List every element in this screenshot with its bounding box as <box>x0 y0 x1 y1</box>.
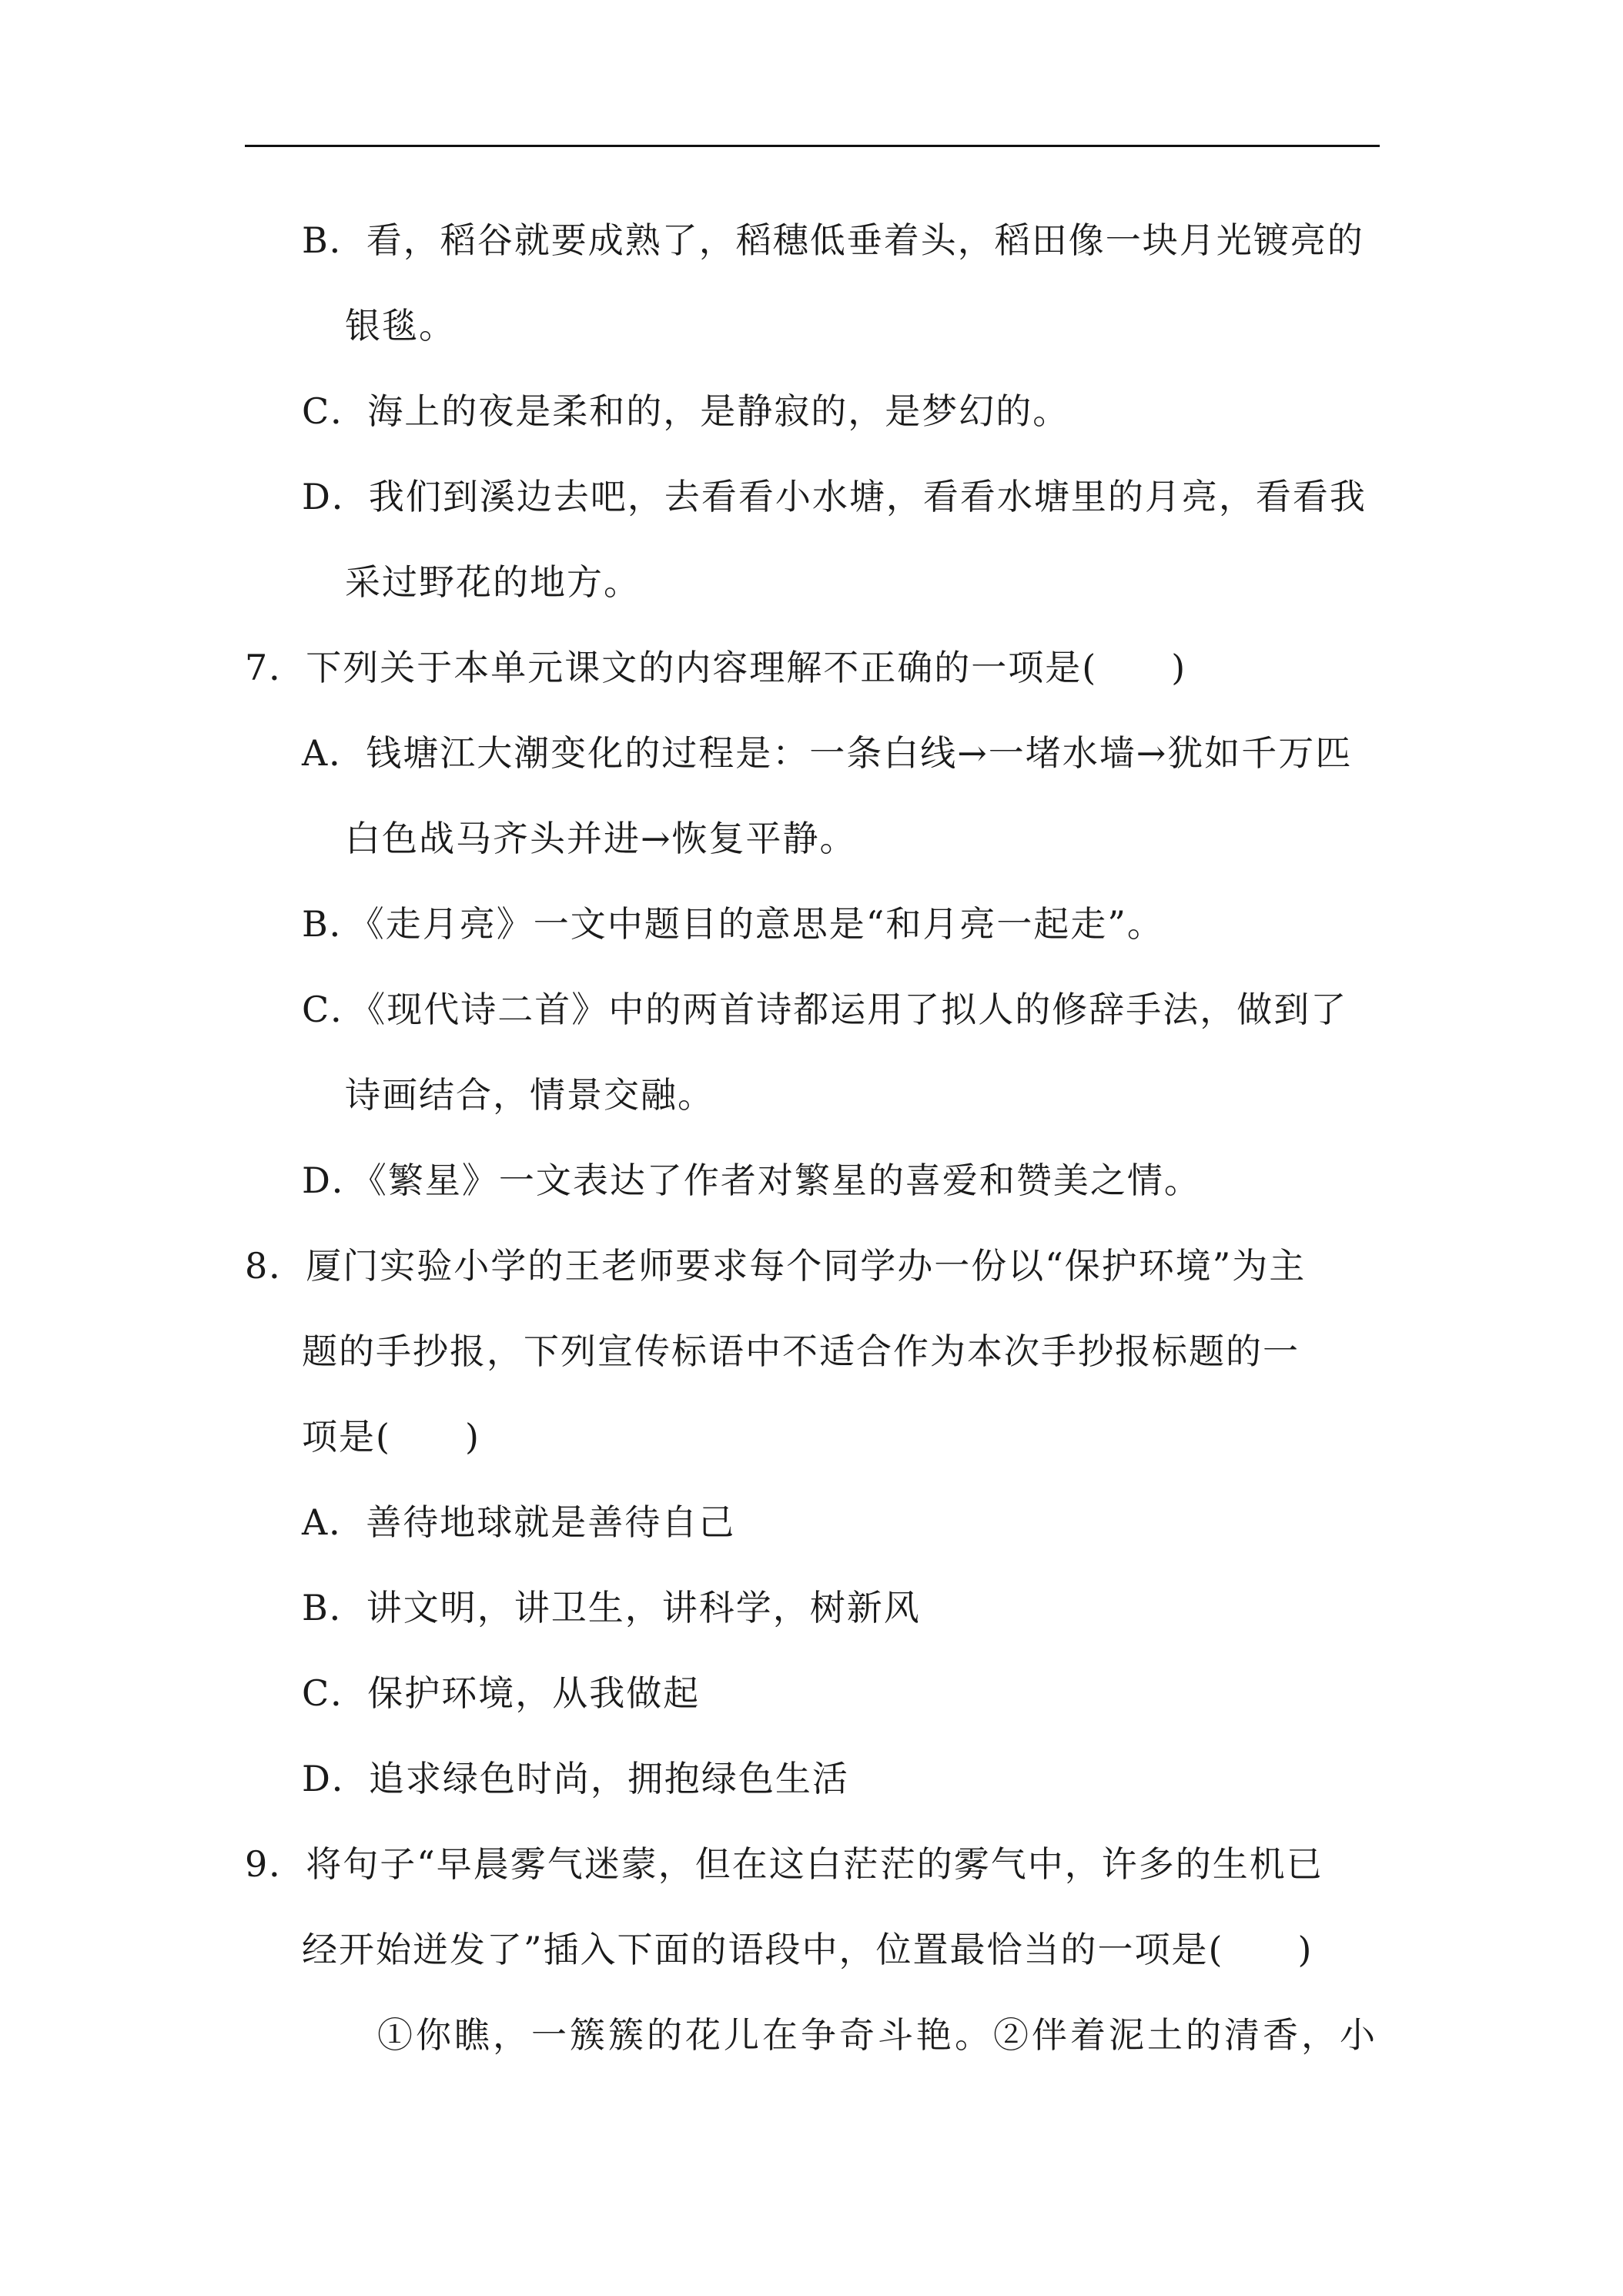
q8-option-d: D．追求绿色时尚，拥抱绿色生活 <box>302 1758 849 1799</box>
q7-stem: 7．下列关于本单元课文的内容理解不正确的一项是( ) <box>245 647 1187 688</box>
q7-option-a-line2: 白色战马齐头并进→恢复平静。 <box>345 818 857 859</box>
q7-option-b: B．《走月亮》一文中题目的意思是“和月亮一起走”。 <box>302 903 1164 945</box>
q6-option-d-line1: D．我们到溪边去吧，去看看小水塘，看看水塘里的月亮，看看我 <box>302 476 1367 517</box>
q8-stem-line1: 8．厦门实验小学的王老师要求每个同学办一份以“保护环境”为主 <box>245 1245 1307 1287</box>
q8-option-b: B．讲文明，讲卫生，讲科学，树新风 <box>302 1587 921 1628</box>
q8-option-a: A．善待地球就是善待自己 <box>302 1501 736 1543</box>
q7-option-d: D．《繁星》一文表达了作者对繁星的喜爱和赞美之情。 <box>302 1160 1201 1201</box>
q7-option-c-line1: C．《现代诗二首》中的两首诗都运用了拟人的修辞手法，做到了 <box>302 989 1348 1030</box>
header-rule <box>245 145 1380 147</box>
q9-stem-line2: 经开始迸发了”插入下面的语段中，位置最恰当的一项是( ) <box>302 1929 1313 1970</box>
q8-stem-line2: 题的手抄报，下列宣传标语中不适合作为本次手抄报标题的一 <box>302 1330 1300 1372</box>
q7-option-a-line1: A．钱塘江大潮变化的过程是：一条白线→一堵水墙→犹如千万匹 <box>302 732 1353 774</box>
q6-option-d-line2: 采过野花的地方。 <box>345 561 641 603</box>
q6-option-b-line2: 银毯。 <box>345 305 456 346</box>
q9-stem-line1: 9．将句子“早晨雾气迷蒙，但在这白茫茫的雾气中，许多的生机已 <box>245 1843 1323 1885</box>
q6-option-c: C．海上的夜是柔和的，是静寂的，是梦幻的。 <box>302 390 1070 432</box>
q6-option-b-line1: B．看，稻谷就要成熟了，稻穗低垂着头，稻田像一块月光镀亮的 <box>302 219 1364 261</box>
q8-stem-line3: 项是( ) <box>302 1416 480 1458</box>
q8-option-c: C．保护环境，从我做起 <box>302 1672 701 1714</box>
q9-passage-line1: ①你瞧，一簇簇的花儿在争奇斗艳。②伴着泥土的清香，小 <box>377 2014 1378 2056</box>
q7-option-c-line2: 诗画结合，情景交融。 <box>345 1074 714 1116</box>
